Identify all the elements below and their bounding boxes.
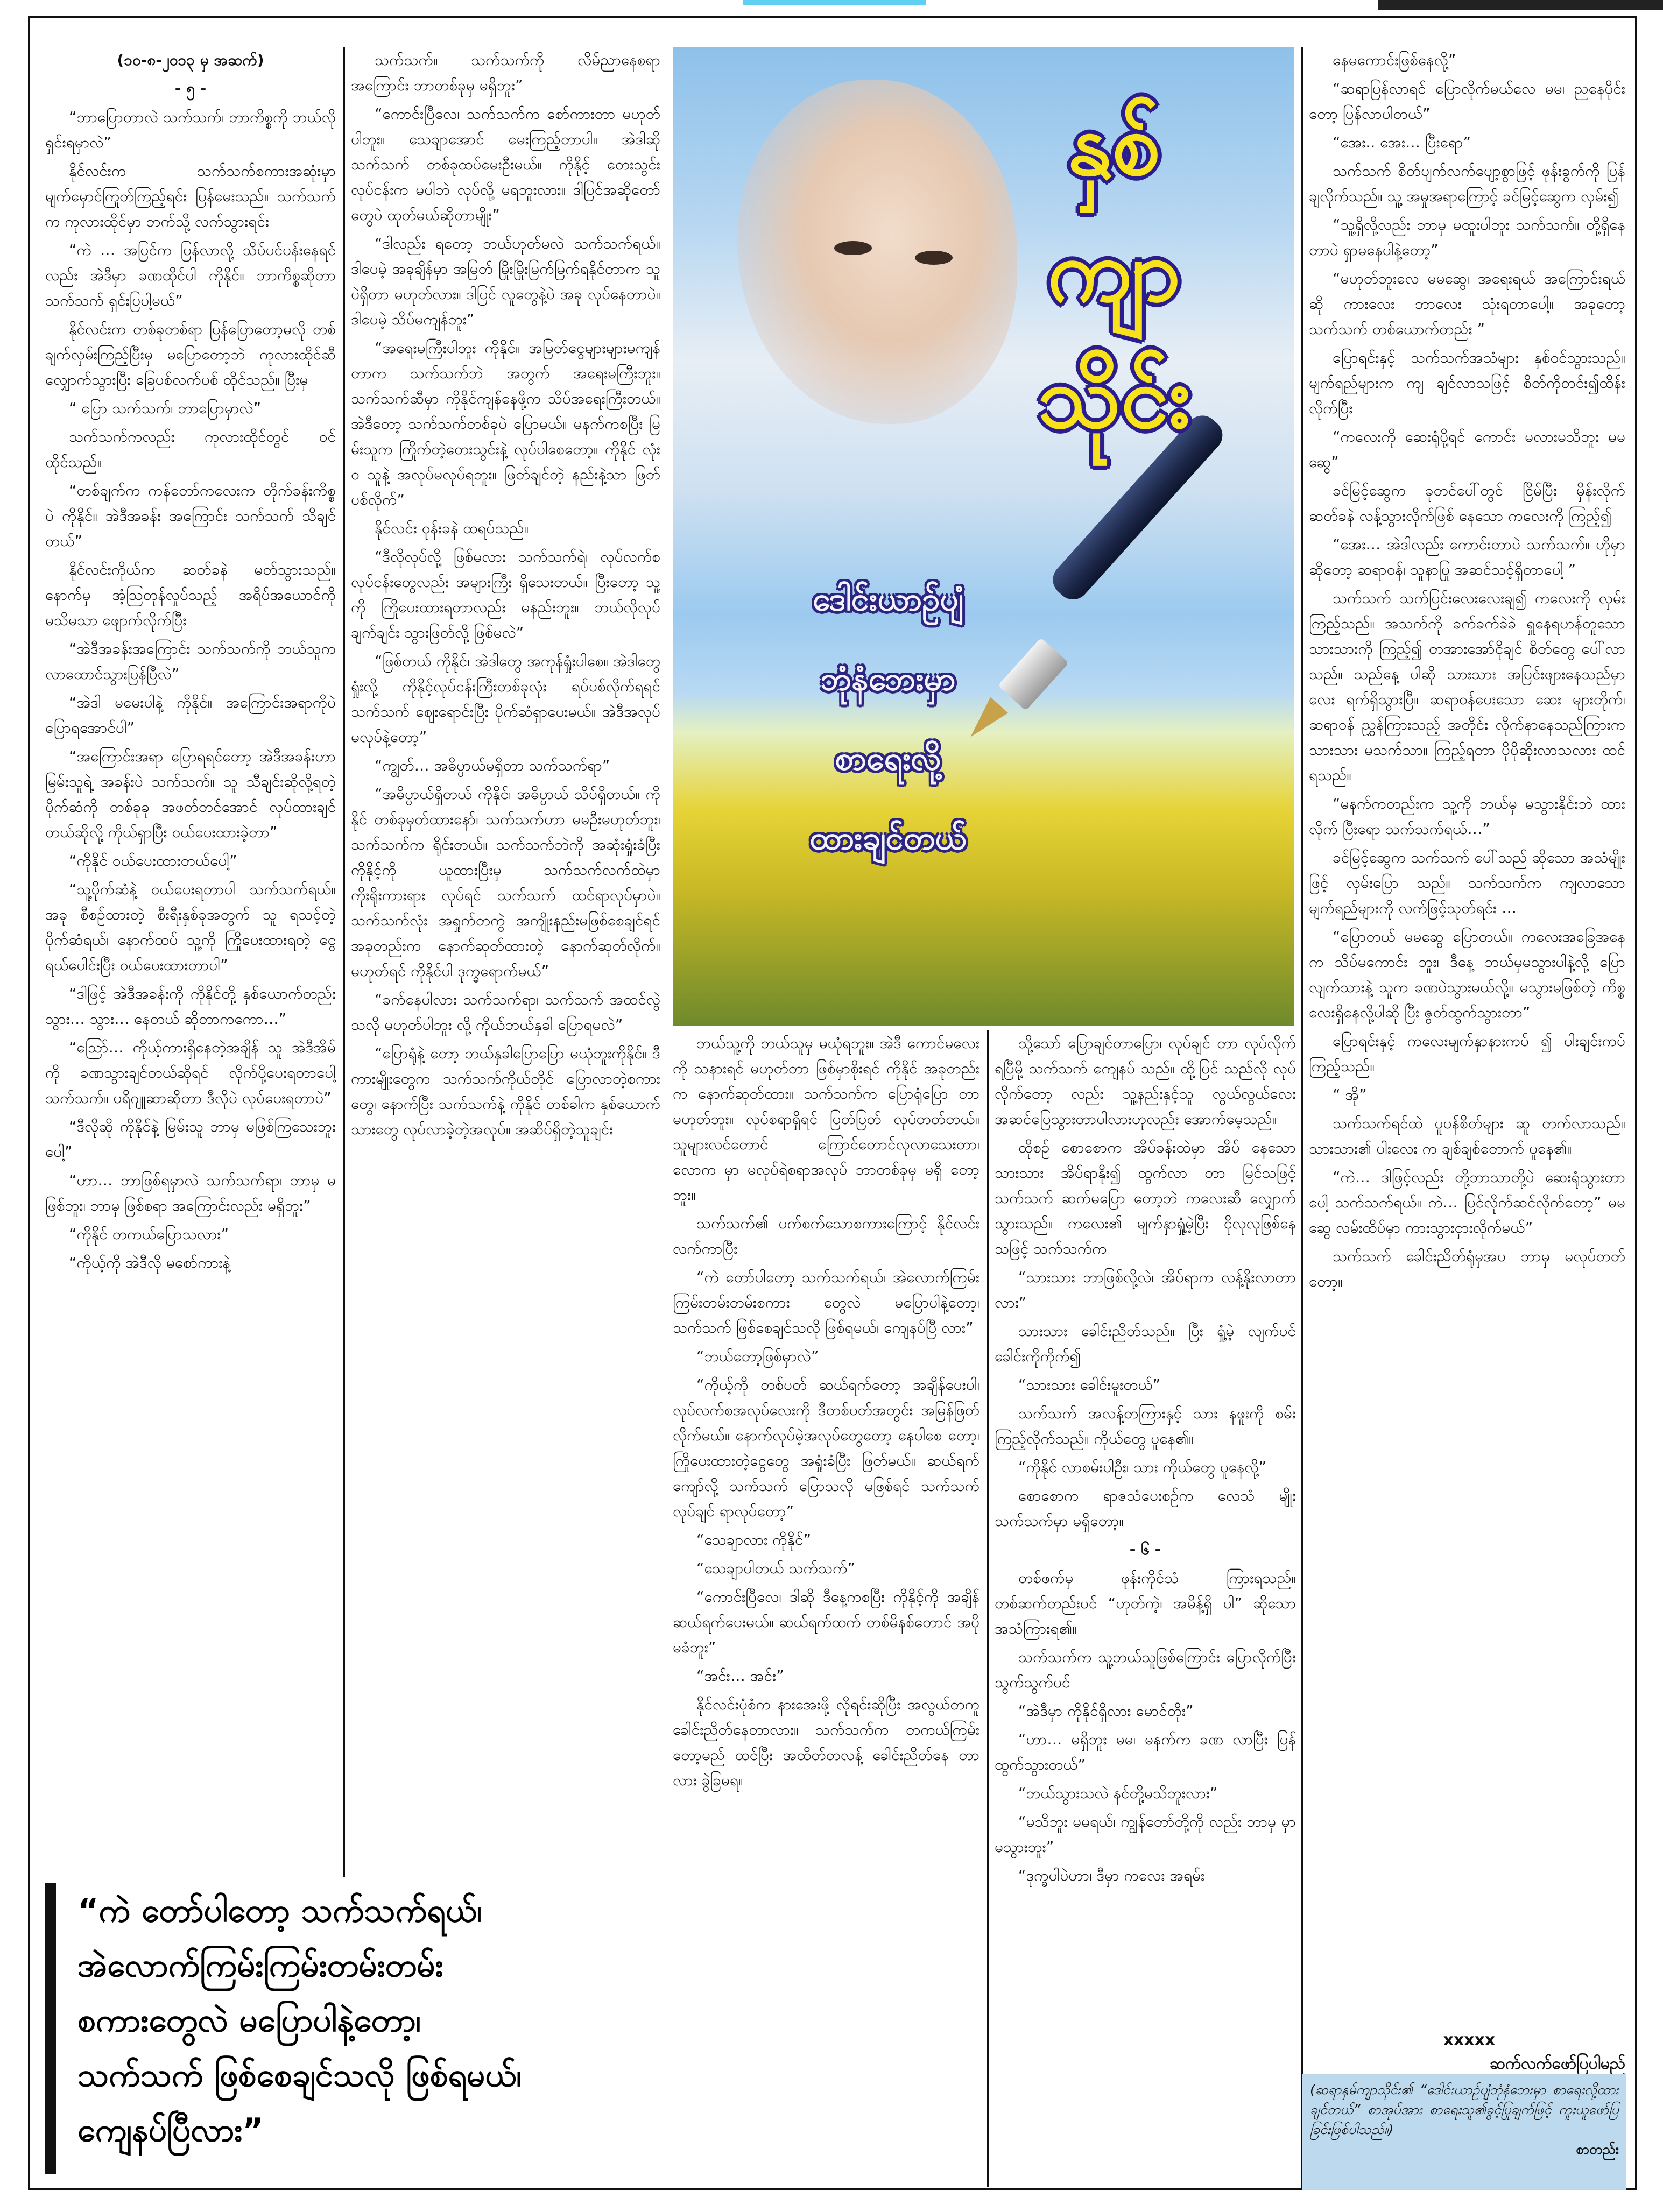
- paragraph: “မဟုတ်ဘူးလေ မမဆွေ၊ အရေးရယ် အကြောင်းရယ်ဆို ကားလေး ဘာလေး သုံးရတာပေါ့။ အခုတော့ သက်သက် တစ်ယောက်တည်း ”: [1309, 270, 1625, 338]
- paragraph: “ဟာ… မရှိဘူး မမ၊ မနက်က ခဏ လာပြီး ပြန်ထွက်သွားတယ်”: [995, 1730, 1296, 1773]
- paragraph: “ကဲ… ဒါဖြင့်လည်း တို့ဘာသာတို့ပဲ ဆေးရုံသွားတာပေါ့ သက်သက်ရယ်။ ကဲ… ပြင်လိုက်ဆင်လိုက်တော့” မမဆွေ လမ်းထိပ်မှာ ကားသွားငှားလိုက်မယ်”: [1309, 1168, 1625, 1236]
- pull-quote-line: အဲလောက်ကြမ်းကြမ်းတမ်းတမ်း: [77, 1947, 443, 1984]
- paragraph: “ကလေးကို ဆေးရုံပို့ရင် ကောင်း မလားမသိဘူး မမဆွေ”: [1309, 428, 1625, 471]
- paragraph: သက်သက်က သူ့ဘယ်သူဖြစ်ကြောင်း ပြောလိုက်ပြီး သွက်သွက်ပင်: [995, 1648, 1296, 1691]
- paragraph: “ကျွတ်… အဓိပ္ပာယ်မရှိတာ သက်သက်ရာ”: [375, 757, 610, 774]
- paragraph: “ ပြော သက်သက်၊ ဘာပြောမှာလဲ”: [69, 399, 262, 417]
- paragraph: “အေး… အဲဒါလည်း ကောင်းတာပဲ သက်သက်။ ဟိုမှာဆိုတော့ ဆရာဝန်၊ သူနာပြု အဆင်သင့်ရှိတာပေါ့ ”: [1309, 535, 1625, 578]
- paragraph: “သြော်… ကိုယ့်ကားရှိနေတဲ့အချိန် သူ အဲဒီအိမ်ကို ခဏသွားချင်တယ်ဆိုရင် လိုက်ပို့ပေးရတာပေါ့ သက်သက်။ ပရိဂျူဆာဆိုတာ ဒီလိုပဲ လုပ်ပေးရတာပဲ”: [45, 1038, 336, 1107]
- column-rule: [1301, 47, 1303, 2189]
- paragraph: “ဒီလိုဆို ကိုနိုင်နဲ့ မြမ်းသူ ဘာမှ မဖြစ်ကြသေးဘူးပေါ့”: [45, 1118, 336, 1161]
- paragraph: “အဲဒီအခန်းအကြောင်း သက်သက်ကို ဘယ်သူက လာထောင်သွားပြန်ပြီလဲ”: [45, 640, 336, 683]
- paragraph: “ခက်နေပါလား သက်သက်ရာ၊ သက်သက် အထင်လွဲသလို မဟုတ်ပါဘူး လို့ ကိုယ်ဘယ်နှခါ ပြောရမလဲ”: [351, 991, 660, 1034]
- paragraph: “အကြောင်းအရာ ပြောရရင်တော့ အဲဒီအခန်းဟာ မြမ်းသူရဲ့ အခန်းပဲ သက်သက်။ သူ သီချင်းဆိုလို့ရတဲ့ ပိုက်ဆံကို တစ်ခုခု အဖတ်တင်အောင် လုပ်ထားချင်တယ်ဆိုလို့ ကိုယ်ရှာပြီး ဝယ်ပေးထားခဲ့တာ”: [45, 747, 336, 841]
- paragraph: နိုင်လင်း ဝုန်းခနဲ ထရပ်သည်။: [375, 519, 529, 537]
- article-column-5: [1309, 47, 1625, 2022]
- column-rule: [987, 1030, 989, 2187]
- paragraph: “ကောင်းပြီလေ၊ သက်သက်က စော်ကားတာ မဟုတ်ပါဘူး။ သေချာအောင် မေးကြည့်တာပါ။ အဲဒါဆို သက်သက် တစ်ခုထပ်မေးဦးမယ်။ ကိုနိုင့် တေးသွင်းလုပ်ငန်းက မပါဘဲ လုပ်လို့ မရဘူးလား။ ဒါပြင်အဆိုတော်တွေပဲ ထုတ်မယ်ဆိုတာမျိုး”: [351, 105, 660, 224]
- paragraph: “ဟာ… ဘာဖြစ်ရမှာလဲ သက်သက်ရာ၊ ဘာမှ မဖြစ်ဘူး၊ ဘာမှ ဖြစ်စရာ အကြောင်းလည်း မရှိဘူး”: [45, 1171, 336, 1214]
- sign-divider: xxxxx: [1443, 2031, 1496, 2050]
- paragraph: “ဒါလည်း ရတော့ ဘယ်ဟုတ်မလဲ သက်သက်ရယ်။ ဒါပေမဲ့ အခုချိန်မှာ အမြတ် မြိုးမြိုးမြက်မြက်ရနိုင်တာက သူပဲရှိတာ မဟုတ်လား။ ဒါပြင် လူတွေနဲ့ပဲ အခု လုပ်နေတာပဲ။ ဒါပေမဲ့ သိပ်မကျန်ဘူး”: [351, 235, 660, 328]
- paragraph: “သားသား ဘာဖြစ်လို့လဲ၊ အိပ်ရာက လန့်နိုးလာတာလား”: [995, 1268, 1296, 1311]
- credit-text: (ဆရာနှမ်ကျာသိုင်း၏ “ဒေါင်းယာဉ်ပျံဘုံနံဘေးမှာ စာရေးလို့ထားချင်တယ်” စာအုပ်အား စာရေးသူ၏ခွင့်ပြုချက်ဖြင့် ကူးယူဖော်ပြခြင်းဖြစ်ပါသည်။): [1310, 2082, 1619, 2137]
- paragraph: “ဒုက္ခပါပဲဟာ၊ ဒီမှာ ကလေး အရမ်း: [1018, 1867, 1205, 1884]
- paragraph: သို့သော် ပြောချင်တာပြော၊ လုပ်ချင် တာ လုပ်လိုက်ရပြီမို့ သက်သက် ကျေနပ် သည်။ ထို့ပြင် သည်လို လုပ်လိုက်တော့ လည်း သူ့နည်းနှင့်သူ လွယ်လွယ်လေး အဆင်ပြေသွားတာပါလားဟုလည်း အောက်မေ့သည်။: [995, 1034, 1296, 1128]
- paragraph: ပြောရင်းနှင့် သက်သက်အသံများ နှစ်ဝင်သွားသည်။ မျက်ရည်များက ကျ ချင်လာသဖြင့် စိတ်ကိုတင်း၍ထိန်းလိုက်ပြီး: [1309, 349, 1625, 417]
- paragraph: နိုင်လင်းကိုယ်က ဆတ်ခနဲ မတ်သွားသည်။ နောက်မှ အံ့သြတုန်လှုပ်သည့် အရိပ်အယောင်ကို မသိမသာ ဖျောက်လိုက်ပြီး: [45, 561, 336, 629]
- subtitle-line-3: စာရေးလို့: [835, 740, 941, 778]
- paragraph: သက်သက်။ သက်သက်ကို လိမ်ညာနေစရာအကြောင်း ဘာတစ်ခုမှ မရှိဘူး”: [351, 51, 660, 94]
- paragraph: “ကိုယ့်ကို အဲဒီလို မစော်ကားနဲ့: [69, 1254, 230, 1271]
- column-rule: [343, 47, 345, 1877]
- paragraph: “ဆရာပြန်လာရင် ပြောလိုက်မယ်လေ မမ၊ ညနေပိုင်းတော့ ပြန်လာပါတယ်”: [1309, 80, 1625, 123]
- paragraph: “အဲဒါ မမေးပါနဲ့ ကိုနိုင်။ အကြောင်းအရာကိုပဲ ပြောရအောင်ပါ”: [45, 694, 336, 737]
- paragraph: “သူ့ရှိလို့လည်း ဘာမှ မထူးပါဘူး သက်သက်။ တို့ရှိနေတာပဲ ရှာမနေပါနဲ့တော့”: [1309, 216, 1625, 259]
- paragraph: ထိုစဉ် စောစောက အိပ်ခန်းထဲမှာ အိပ် နေသော သားသား အိပ်ရာနိုး၍ ထွက်လာ တာ မြင်သဖြင့် သက်သက် ဆက်မပြော တော့ဘဲ ကလေးဆီ လျှောက်သွားသည်။ ကလေး၏ မျက်နှာရှုံ့မဲ့ပြီး ငိုလုလုဖြစ်နေ သဖြင့် သက်သက်က: [995, 1139, 1296, 1257]
- paragraph: “ဒါဖြင့် အဲဒီအခန်းကို ကိုနိုင်တို့ နှစ်ယောက်တည်း သွား… သွား… နေတယ် ဆိုတာကကော…”: [45, 985, 336, 1028]
- top-accent-strip: [743, 0, 926, 5]
- paragraph: “ဒီလိုလုပ်လို့ ဖြစ်မလား သက်သက်ရဲ၊ လုပ်လက်စ လုပ်ငန်းတွေလည်း အများကြီး ရှိသေးတယ်။ ပြီးတော့ သူ့ကို ကြိုပေးထားရတာလည်း မနည်းဘူး။ ဘယ်လိုလုပ် ချက်ချင်း သွားဖြတ်လို့ ဖြစ်မလဲ”: [351, 548, 660, 641]
- paragraph: နိုင်လင်းက သက်သက်စကားအဆုံးမှာ မျက်မှောင်ကြုတ်ကြည့်ရင်း ပြန်မေးသည်။ သက်သက်က ကုလားထိုင်မှာ ဘက်သို့ လက်သွားရင်း: [45, 162, 336, 230]
- paragraph: သက်သက် သက်ပြင်းလေးလေးချ၍ ကလေးကို လှမ်းကြည့်သည်။ အသက်ကို ခက်ခက်ခဲခဲ ရှူနေရဟန်တူသော သားသားကို ကြည့်၍ တအားအော်ငိုချင် စိတ်တွေ ပေါ်လာသည်။ သည်နေ့ ပါဆို သားသား အပြင်းဖျားနေသည်မှာ လေး ရက်ရှိသွားပြီ။ ဆရာဝန်ပေးသော ဆေး များတိုက်၊ ဆရာဝန် ညွှန်ကြားသည့် အတိုင်း လိုက်နာနေသည်ကြားက သားသား မသက်သာ။ ကြည့်ရတာ ပိုပိုဆိုးလာသလား ထင်ရသည်။: [1309, 589, 1625, 784]
- paragraph: သက်သက် အလန့်တကြားနှင့် သား နဖူးကို စမ်းကြည့်လိုက်သည်။ ကိုယ်တွေ ပူနေ၏။: [995, 1404, 1296, 1447]
- story-subtitle: [721, 560, 1055, 878]
- subtitle-line-2: ဘုံနံဘေးမှာ: [820, 660, 956, 698]
- paragraph: “မသိဘူး မမရယ်၊ ကျွန်တော်တို့ကို လည်း ဘာမှ မှာမသွားဘူး”: [995, 1813, 1296, 1856]
- article-column-1: [45, 47, 336, 1866]
- paragraph: သက်သက် ခေါင်းညိတ်ရုံမှအပ ဘာမှ မလုပ်တတ်တော့။: [1309, 1247, 1625, 1290]
- paragraph: “ကိုနိုင် တကယ်ပြောသလား”: [69, 1225, 229, 1243]
- top-header-strip: [1378, 0, 1663, 10]
- eye-right: [915, 251, 953, 265]
- article-column-3: [673, 1030, 980, 2187]
- paragraph: “အဓိပ္ပာယ်ရှိတယ် ကိုနိုင်၊ အဓိပ္ပာယ် သိပ်ရှိတယ်။ ကိုနိုင် တစ်ခုမှတ်ထားနော်၊ သက်သက်ဟာ မမဦးမဟုတ်ဘူး၊ သက်သက်က ရိုင်းတယ်။ သက်သက်ဘဲကို အဆုံးရှုံးခံပြီး ကိုနိုင့်ကို ယူထားပြီးမှ သက်သက်လက်ထဲမှာ ကိုးရိုးကားရား လုပ်ရင် သက်သက် ထင်ရာလုပ်မှာပဲ။ သက်သက်လုံး အရှုက်တကွဲ အကျိုးနည်းမဖြစ်စေချင်ရင် အခုတည်းက နောက်ဆုတ်ထားတဲ့ နောက်ဆုတ်လိုက်။ မဟုတ်ရင် ကိုနိုင်ပါ ဒုက္ခရောက်မယ်”: [351, 785, 660, 980]
- paragraph: “ကိုယ့်ကို တစ်ပတ် ဆယ်ရက်တော့ အချိန်ပေးပါ၊ လုပ်လက်စအလုပ်လေးကို ဒီတစ်ပတ်အတွင်း အမြန်ဖြတ်လိုက်မယ်။ နောက်လုပ်မဲ့အလုပ်တွေတော့ နေပါစေ တော့၊ ကြိုပေးထားတဲ့ငွေတွေ အရှုံးခံပြီး ဖြတ်မယ်။ ဆယ်ရက်ကျော်လို့ သက်သက် ပြောသလို မဖြစ်ရင် သက်သက် လုပ်ချင် ရာလုပ်တော့”: [673, 1376, 980, 1520]
- paragraph: “မနက်ကတည်းက သူ့ကို ဘယ်မှ မသွားနိုင်းဘဲ ထားလိုက် ပြီးရော သက်သက်ရယ်…”: [1309, 795, 1625, 838]
- credit-box: [1302, 2074, 1626, 2190]
- paragraph: “ပြောရုံနဲ့ တော့ ဘယ်နှခါပြောပြော မယုံဘူးကိုနိုင်။ ဒီကားမျိုးတွေက သက်သက်ကိုယ်တိုင် ပြောလာတဲ့စကားတွေ၊ နောက်ပြီး သက်သက်နဲ့ ကိုနိုင် တစ်ခါက နှစ်ယောက်သားတွေ လုပ်လာခဲ့တဲ့အလုပ်။ အဆိပ်ရှိတဲ့သူချင်း: [351, 1044, 660, 1138]
- paragraph: သက်သက်ကလည်း ကုလားထိုင်တွင် ဝင်ထိုင်သည်။: [45, 428, 336, 471]
- paragraph: “ပြောတယ် မမဆွေ ပြောတယ်။ ကလေးအခြေအနေက သိပ်မကောင်း ဘူး၊ ဒီနေ့ ဘယ်မှမသွားပါနဲ့လို့ ပြော လျက်သားနဲ့ သူက ခဏပဲသွားမယ်လို့။ မသွားမဖြစ်တဲ့ ကိစ္စလေးရှိနေလို့ပါဆို ပြီး ဇွတ်ထွက်သွားတာ”: [1309, 928, 1625, 1021]
- title-word-1: နှစ်: [1067, 93, 1161, 194]
- paragraph: ဘယ်သူ့ကို ဘယ်သူမှ မယုံရဘူး။ အဲဒီ ကောင်မလေးကို သနားရင် မဟုတ်တာ ဖြစ်မှာစိုးရင် ကိုနိုင် အခုတည်းက နောက်ဆုတ်ထား။ သက်သက်က ပြောရုံပြော တာမဟုတ်ဘူး။ လုပ်စရာရှိရင် ပြတ်ပြတ် လုပ်တတ်တယ်။ သူများလင်တောင် ကြောင်တောင်လုလာသေးတာ၊ လောက မှာ မလုပ်ရဲစရာအလုပ် ဘာတစ်ခုမှ မရှိ တော့ဘူး။: [673, 1034, 980, 1204]
- pull-quote-line: စကားတွေလဲ မပြောပါနဲ့တော့၊: [77, 2002, 421, 2039]
- paragraph: “ကဲ တော်ပါတော့ သက်သက်ရယ်၊ အဲလောက်ကြမ်းကြမ်းတမ်းတမ်းစကား တွေလဲ မပြောပါနဲ့တော့၊ သက်သက် ဖြစ်စေချင်သလို ဖြစ်ရမယ်၊ ကျေနပ်ပြီ လား”: [673, 1268, 980, 1337]
- credit-author: စာတည်း: [1576, 2142, 1619, 2157]
- title-word-3: သိုင်း: [1037, 346, 1191, 447]
- serial-note: (၁၀-၈-၂၀၁၃ မှ အဆက်): [117, 51, 264, 69]
- paragraph: “ဖြစ်တယ် ကိုနိုင်၊ အဲဒါတွေ အကုန်ရှုံးပါစေ။ အဲဒါတွေ ရှုံးလို့ ကိုနိုင့်လုပ်ငန်းကြီးတစ်ခုလုံး ရပ်ပစ်လိုက်ရရင် သက်သက် ဈေးရောင်းပြီး ပိုက်ဆံရှာပေးမယ်။ အဲဒီအလုပ် မလုပ်နဲ့တော့”: [351, 652, 660, 746]
- top-bar: [0, 0, 1663, 12]
- pull-quote-line: သက်သက် ဖြစ်စေချင်သလို ဖြစ်ရမယ်၊: [77, 2056, 522, 2094]
- pull-quote-line: ကျေနပ်ပြီလား”: [77, 2111, 264, 2149]
- paragraph: “ဘယ်သွားသလဲ နင်တို့မသိဘူးလား”: [1018, 1784, 1218, 1802]
- subtitle-line-4: ထားချင်တယ်: [809, 819, 967, 857]
- article-column-2: [351, 47, 660, 1866]
- paragraph: “အရေးမကြီးပါဘူး ကိုနိုင်။ အမြတ်ငွေများများမကျန်တာက သက်သက်ဘဲ အတွက် အရေးမကြီးဘူး။ သက်သက်ဆီမှာ ကိုနိုင်ကျန်နေဖို့က သိပ်အရေးကြီးတယ်။ အဲဒီတော့ သက်သက်တစ်ခုပဲ ပြောမယ်။ မနက်ကစပြီး မြမ်းသူက ကြိုက်တဲ့တေးသွင်းနဲ့ လုပ်ပါစေတော့။ ကိုနိုင် လုံးဝ သူနဲ့ အလုပ်မလုပ်ရဘူး။ ဖြတ်ချင်တဲ့ နည်းနဲ့သာ ဖြတ်ပစ်လိုက်”: [351, 339, 660, 508]
- article-column-4: [995, 1030, 1296, 2187]
- eye-left: [834, 241, 872, 255]
- paragraph: “အင်း… အင်း”: [696, 1667, 784, 1685]
- paragraph: နိုင်လင်းက တစ်ခုတစ်ရာ ပြန်ပြောတော့မလို တစ်ချက်လှမ်းကြည့်ပြီးမှ မပြောတော့ဘဲ ကုလားထိုင်ဆီ လျှောက်သွားပြီး ခြေပစ်လက်ပစ် ထိုင်သည်။ ပြီးမှ: [45, 320, 336, 388]
- paragraph: “သေချာပါတယ် သက်သက်”: [696, 1559, 855, 1577]
- paragraph: နေမကောင်းဖြစ်နေလို့”: [1333, 51, 1456, 69]
- paragraph: ပြောရင်းနှင့် ကလေးမျက်နှာနားကပ် ၍ ပါးချင်းကပ်ကြည့်သည်။: [1309, 1032, 1625, 1075]
- paragraph: “တစ်ချက်က ကန်တော်ကလေးက တိုက်ခန်းကိစ္စပဲ ကိုနိုင်။ အဲဒီအခန်း အကြောင်း သက်သက် သိချင်တယ်”: [45, 482, 336, 550]
- paragraph: တစ်ဖက်မှ ဖုန်းကိုင်သံ ကြားရသည်။ တစ်ဆက်တည်းပင် “ဟုတ်ကဲ့၊ အမိန့်ရှိ ပါ” ဆိုသော အသံကြားရ၏။: [995, 1569, 1296, 1637]
- paragraph: သက်သက်ရင်ထဲ ပူပန်စိတ်များ ဆူ တက်လာသည်။ သားသား၏ ပါးလေး က ချစ်ချစ်တောက် ပူနေ၏။: [1309, 1114, 1625, 1157]
- paragraph: “သားသား ခေါင်းမူးတယ်”: [1018, 1376, 1161, 1394]
- paragraph: သက်သက် စိတ်ပျက်လက်ပျော့စွာဖြင့် ဖုန်းခွက်ကို ပြန်ချလိုက်သည်။ သူ့ အမှုအရာကြောင့် ခင်မြင့်ဆွေက လှမ်း၍: [1309, 162, 1625, 205]
- paragraph: သက်သက်၏ ပက်စက်သောစကားကြောင့် နိုင်လင်း လက်ကာပြီး: [673, 1214, 980, 1257]
- paragraph: “သူ့ပိုက်ဆံနဲ့ ဝယ်ပေးရတာပါ သက်သက်ရယ်။ အခု စီစဉ်ထားတဲ့ စီးရီးနှစ်ခုအတွက် သူ ရသင့်တဲ့ ပိုက်ဆံရယ်၊ နောက်ထပ် သူ့ကို ကြိုပေးထားရတဲ့ ငွေရယ်ပေါင်းပြီး ဝယ်ပေးထားတာပါ”: [45, 880, 336, 974]
- paragraph: “သေချာလား ကိုနိုင်”: [696, 1531, 812, 1549]
- pull-quote: [45, 1883, 610, 2174]
- subtitle-line-1: ဒေါင်းယာဉ်ပျံ: [812, 581, 964, 618]
- section-number: - ၅ -: [174, 80, 207, 97]
- paragraph: “ကောင်းပြီလေ၊ ဒါဆို ဒီနေ့ကစပြီး ကိုနိုင့်ကို အချိန် ဆယ်ရက်ပေးမယ်။ ဆယ်ရက်ထက် တစ်မိနစ်တောင် အပို မခံဘူး”: [673, 1588, 980, 1656]
- paragraph: “ကဲ … အပြင်က ပြန်လာလို့ သိပ်ပင်ပန်းနေရင်လည်း အဲဒီမှာ ခဏထိုင်ပါ ကိုနိုင်။ ဘာကိစ္စဆိုတာ သက်သက် ရှင်းပြပါ့မယ်”: [45, 241, 336, 309]
- paragraph: “ဘယ်တော့ဖြစ်မှာလဲ”: [696, 1347, 819, 1365]
- paragraph: ခင်မြင့်ဆွေက ခုတင်ပေါ်တွင် ငြိမ်ပြီး မှိန်းလိုက် ဆတ်ခနဲ လန့်သွားလိုက်ဖြစ် နေသော ကလေးကို ကြည့်၍: [1309, 482, 1625, 525]
- paragraph: - ၆ -: [1129, 1540, 1161, 1558]
- paragraph: ခင်မြင့်ဆွေက သက်သက် ပေါ်သည် ဆိုသော အသံမျိုးဖြင့် လှမ်းပြော သည်။ သက်သက်က ကျလာသော မျက်ရည်များကို လက်ဖြင့်သုတ်ရင်း …: [1309, 849, 1625, 917]
- paragraph: စောစောက ရာဇသံပေးစဉ်က လေသံ မျိုး သက်သက်မှာ မရှိတော့။: [995, 1487, 1296, 1530]
- paragraph: “အဲဒီမှာ ကိုနိုင်ရှိလား မောင်တိုး”: [1018, 1702, 1194, 1720]
- sign-off: [1313, 2029, 1625, 2076]
- paragraph: “ကိုနိုင် ဝယ်ပေးထားတယ်ပေါ့”: [69, 852, 237, 870]
- title-word-2: ကျာ: [1047, 220, 1181, 321]
- pull-quote-line: “ကဲ တော်ပါတော့ သက်သက်ရယ်၊: [77, 1892, 482, 1930]
- paragraph: “ကိုနိုင် လာစမ်းပါဦး၊ သား ကိုယ်တွေ ပူနေလို့”: [1018, 1458, 1267, 1476]
- paragraph: နိုင်လင်းပုံစံက နားအေးဖို့ လိုရင်းဆိုပြီး အလွယ်တကူ ခေါင်းညိတ်နေတာလား။ သက်သက်က တကယ်ကြမ်းတော့မည် ထင်ပြီး အထိတ်တလန့် ခေါင်းညိတ်နေ တာလား ခွဲခြမရ။: [673, 1695, 980, 1789]
- paragraph: သားသား ခေါင်းညိတ်သည်။ ပြီး ရှုံ့မဲ့ လျက်ပင် ခေါင်းကိုကိုက်၍: [995, 1322, 1296, 1365]
- to-be-continued: ဆက်လက်ဖော်ပြပါမည်: [1489, 2054, 1625, 2073]
- paragraph: “အေး.. အေး… ပြီးရော”: [1333, 133, 1471, 151]
- paragraph: “ အို”: [1333, 1086, 1367, 1104]
- paragraph: “ဘာပြောတာလဲ သက်သက်၊ ဘာကိစ္စကို ဘယ်လိုရှင်းရမှာလဲ”: [45, 108, 336, 151]
- story-title: [953, 81, 1276, 460]
